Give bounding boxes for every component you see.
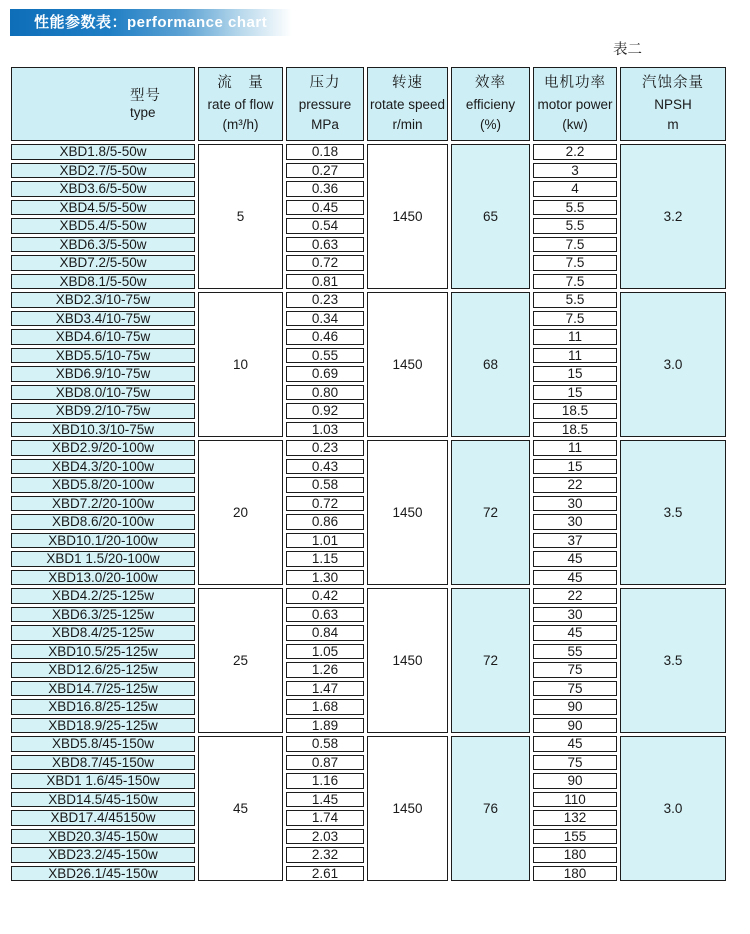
model-cell: XBD1 1.6/45-150w bbox=[11, 773, 195, 789]
npsh-merged-cell: 3.2 bbox=[620, 144, 726, 289]
power-cell: 11 bbox=[533, 329, 617, 345]
flow-merged-cell: 25 bbox=[198, 588, 283, 733]
power-cell: 2.2 bbox=[533, 144, 617, 160]
model-cell: XBD6.3/5-50w bbox=[11, 237, 195, 253]
speed-merged-cell: 1450 bbox=[367, 736, 448, 881]
power-cell: 15 bbox=[533, 385, 617, 401]
table-row bbox=[11, 588, 726, 604]
power-cell: 7.5 bbox=[533, 311, 617, 327]
power-cell: 30 bbox=[533, 496, 617, 512]
model-cell: XBD4.5/5-50w bbox=[11, 200, 195, 216]
power-cell: 90 bbox=[533, 773, 617, 789]
speed-merged-cell: 1450 bbox=[367, 292, 448, 437]
col-header-flow: 流 量 rate of flow (m³/h) bbox=[198, 67, 283, 141]
power-cell: 45 bbox=[533, 570, 617, 586]
power-cell: 22 bbox=[533, 477, 617, 493]
efficiency-merged-cell: 65 bbox=[451, 144, 530, 289]
model-cell: XBD1 1.5/20-100w bbox=[11, 551, 195, 567]
pressure-cell: 0.34 bbox=[286, 311, 364, 327]
model-cell: XBD3.6/5-50w bbox=[11, 181, 195, 197]
power-cell: 15 bbox=[533, 459, 617, 475]
model-cell: XBD18.9/25-125w bbox=[11, 718, 195, 734]
pressure-cell: 0.58 bbox=[286, 736, 364, 752]
model-cell: XBD8.6/20-100w bbox=[11, 514, 195, 530]
model-cell: XBD4.3/20-100w bbox=[11, 459, 195, 475]
pressure-cell: 0.46 bbox=[286, 329, 364, 345]
power-cell: 132 bbox=[533, 810, 617, 826]
model-cell: XBD10.5/25-125w bbox=[11, 644, 195, 660]
power-cell: 11 bbox=[533, 348, 617, 364]
pressure-cell: 0.72 bbox=[286, 496, 364, 512]
power-cell: 7.5 bbox=[533, 255, 617, 271]
model-cell: XBD17.4/45150w bbox=[11, 810, 195, 826]
npsh-merged-cell: 3.5 bbox=[620, 440, 726, 585]
pressure-cell: 0.36 bbox=[286, 181, 364, 197]
pressure-cell: 1.05 bbox=[286, 644, 364, 660]
npsh-merged-cell: 3.0 bbox=[620, 736, 726, 881]
power-cell: 110 bbox=[533, 792, 617, 808]
pressure-cell: 0.58 bbox=[286, 477, 364, 493]
model-cell: XBD5.8/45-150w bbox=[11, 736, 195, 752]
efficiency-merged-cell: 72 bbox=[451, 588, 530, 733]
model-cell: XBD7.2/20-100w bbox=[11, 496, 195, 512]
model-cell: XBD5.8/20-100w bbox=[11, 477, 195, 493]
table-row bbox=[11, 144, 726, 160]
pressure-cell: 1.89 bbox=[286, 718, 364, 734]
model-cell: XBD4.2/25-125w bbox=[11, 588, 195, 604]
model-cell: XBD10.3/10-75w bbox=[11, 422, 195, 438]
pressure-cell: 1.26 bbox=[286, 662, 364, 678]
pressure-cell: 0.81 bbox=[286, 274, 364, 290]
table-row bbox=[11, 292, 726, 308]
table-row bbox=[11, 736, 726, 752]
model-cell: XBD14.7/25-125w bbox=[11, 681, 195, 697]
power-cell: 90 bbox=[533, 699, 617, 715]
power-cell: 3 bbox=[533, 163, 617, 179]
efficiency-merged-cell: 76 bbox=[451, 736, 530, 881]
table-body bbox=[11, 144, 726, 881]
pressure-cell: 2.03 bbox=[286, 829, 364, 845]
model-cell: XBD23.2/45-150w bbox=[11, 847, 195, 863]
power-cell: 7.5 bbox=[533, 237, 617, 253]
model-cell: XBD13.0/20-100w bbox=[11, 570, 195, 586]
pressure-cell: 0.18 bbox=[286, 144, 364, 160]
flow-merged-cell: 45 bbox=[198, 736, 283, 881]
pressure-cell: 0.63 bbox=[286, 607, 364, 623]
pressure-cell: 1.15 bbox=[286, 551, 364, 567]
pressure-cell: 0.63 bbox=[286, 237, 364, 253]
pressure-cell: 0.84 bbox=[286, 625, 364, 641]
power-cell: 180 bbox=[533, 847, 617, 863]
power-cell: 15 bbox=[533, 366, 617, 382]
model-cell: XBD12.6/25-125w bbox=[11, 662, 195, 678]
power-cell: 18.5 bbox=[533, 403, 617, 419]
power-cell: 45 bbox=[533, 625, 617, 641]
power-cell: 37 bbox=[533, 533, 617, 549]
power-cell: 90 bbox=[533, 718, 617, 734]
pressure-cell: 0.80 bbox=[286, 385, 364, 401]
model-cell: XBD9.2/10-75w bbox=[11, 403, 195, 419]
pressure-cell: 0.23 bbox=[286, 440, 364, 456]
model-cell: XBD5.5/10-75w bbox=[11, 348, 195, 364]
power-cell: 30 bbox=[533, 607, 617, 623]
pressure-cell: 0.92 bbox=[286, 403, 364, 419]
power-cell: 55 bbox=[533, 644, 617, 660]
pressure-cell: 0.23 bbox=[286, 292, 364, 308]
model-cell: XBD26.1/45-150w bbox=[11, 866, 195, 882]
power-cell: 45 bbox=[533, 551, 617, 567]
flow-merged-cell: 10 bbox=[198, 292, 283, 437]
pressure-cell: 1.16 bbox=[286, 773, 364, 789]
model-cell: XBD6.9/10-75w bbox=[11, 366, 195, 382]
flow-merged-cell: 20 bbox=[198, 440, 283, 585]
power-cell: 30 bbox=[533, 514, 617, 530]
pressure-cell: 0.54 bbox=[286, 218, 364, 234]
npsh-merged-cell: 3.0 bbox=[620, 292, 726, 437]
pressure-cell: 1.47 bbox=[286, 681, 364, 697]
power-cell: 180 bbox=[533, 866, 617, 882]
model-cell: XBD2.3/10-75w bbox=[11, 292, 195, 308]
pressure-cell: 1.74 bbox=[286, 810, 364, 826]
pressure-cell: 1.68 bbox=[286, 699, 364, 715]
pressure-cell: 1.01 bbox=[286, 533, 364, 549]
pressure-cell: 0.87 bbox=[286, 755, 364, 771]
power-cell: 75 bbox=[533, 662, 617, 678]
model-cell: XBD8.1/5-50w bbox=[11, 274, 195, 290]
pressure-cell: 0.55 bbox=[286, 348, 364, 364]
model-cell: XBD16.8/25-125w bbox=[11, 699, 195, 715]
performance-table bbox=[8, 64, 729, 884]
model-cell: XBD1.8/5-50w bbox=[11, 144, 195, 160]
col-header-pressure: 压力 pressure MPa bbox=[286, 67, 364, 141]
model-cell: XBD4.6/10-75w bbox=[11, 329, 195, 345]
efficiency-merged-cell: 72 bbox=[451, 440, 530, 585]
speed-merged-cell: 1450 bbox=[367, 588, 448, 733]
pressure-cell: 0.43 bbox=[286, 459, 364, 475]
power-cell: 11 bbox=[533, 440, 617, 456]
pressure-cell: 1.30 bbox=[286, 570, 364, 586]
col-header-type: 型号 type bbox=[11, 67, 195, 141]
model-cell: XBD5.4/5-50w bbox=[11, 218, 195, 234]
table-row bbox=[11, 440, 726, 456]
power-cell: 45 bbox=[533, 736, 617, 752]
model-cell: XBD8.7/45-150w bbox=[11, 755, 195, 771]
flow-merged-cell: 5 bbox=[198, 144, 283, 289]
col-header-efficiency: 效率 efficieny (%) bbox=[451, 67, 530, 141]
power-cell: 7.5 bbox=[533, 274, 617, 290]
power-cell: 75 bbox=[533, 755, 617, 771]
npsh-merged-cell: 3.5 bbox=[620, 588, 726, 733]
power-cell: 4 bbox=[533, 181, 617, 197]
speed-merged-cell: 1450 bbox=[367, 440, 448, 585]
model-cell: XBD14.5/45-150w bbox=[11, 792, 195, 808]
pressure-cell: 0.86 bbox=[286, 514, 364, 530]
pressure-cell: 0.72 bbox=[286, 255, 364, 271]
pressure-cell: 0.42 bbox=[286, 588, 364, 604]
model-cell: XBD6.3/25-125w bbox=[11, 607, 195, 623]
model-cell: XBD8.0/10-75w bbox=[11, 385, 195, 401]
power-cell: 75 bbox=[533, 681, 617, 697]
power-cell: 22 bbox=[533, 588, 617, 604]
model-cell: XBD2.7/5-50w bbox=[11, 163, 195, 179]
pressure-cell: 0.69 bbox=[286, 366, 364, 382]
table-number-label: 表二 bbox=[613, 42, 642, 58]
banner-title: 性能参数表：performance chart bbox=[34, 14, 268, 31]
header-row bbox=[11, 67, 726, 141]
col-header-speed: 转速 rotate speed r/min bbox=[367, 67, 448, 141]
power-cell: 18.5 bbox=[533, 422, 617, 438]
efficiency-merged-cell: 68 bbox=[451, 292, 530, 437]
model-cell: XBD3.4/10-75w bbox=[11, 311, 195, 327]
power-cell: 155 bbox=[533, 829, 617, 845]
pressure-cell: 0.45 bbox=[286, 200, 364, 216]
section-banner bbox=[10, 9, 292, 36]
speed-merged-cell: 1450 bbox=[367, 144, 448, 289]
model-cell: XBD7.2/5-50w bbox=[11, 255, 195, 271]
pressure-cell: 0.27 bbox=[286, 163, 364, 179]
pressure-cell: 1.45 bbox=[286, 792, 364, 808]
model-cell: XBD20.3/45-150w bbox=[11, 829, 195, 845]
col-header-motor-power: 电机功率 motor power (kw) bbox=[533, 67, 617, 141]
model-cell: XBD10.1/20-100w bbox=[11, 533, 195, 549]
model-cell: XBD8.4/25-125w bbox=[11, 625, 195, 641]
table-header bbox=[11, 67, 726, 141]
model-cell: XBD2.9/20-100w bbox=[11, 440, 195, 456]
power-cell: 5.5 bbox=[533, 218, 617, 234]
col-header-npsh: 汽蚀余量 NPSH m bbox=[620, 67, 726, 141]
power-cell: 5.5 bbox=[533, 200, 617, 216]
pressure-cell: 1.03 bbox=[286, 422, 364, 438]
pressure-cell: 2.61 bbox=[286, 866, 364, 882]
pressure-cell: 2.32 bbox=[286, 847, 364, 863]
power-cell: 5.5 bbox=[533, 292, 617, 308]
